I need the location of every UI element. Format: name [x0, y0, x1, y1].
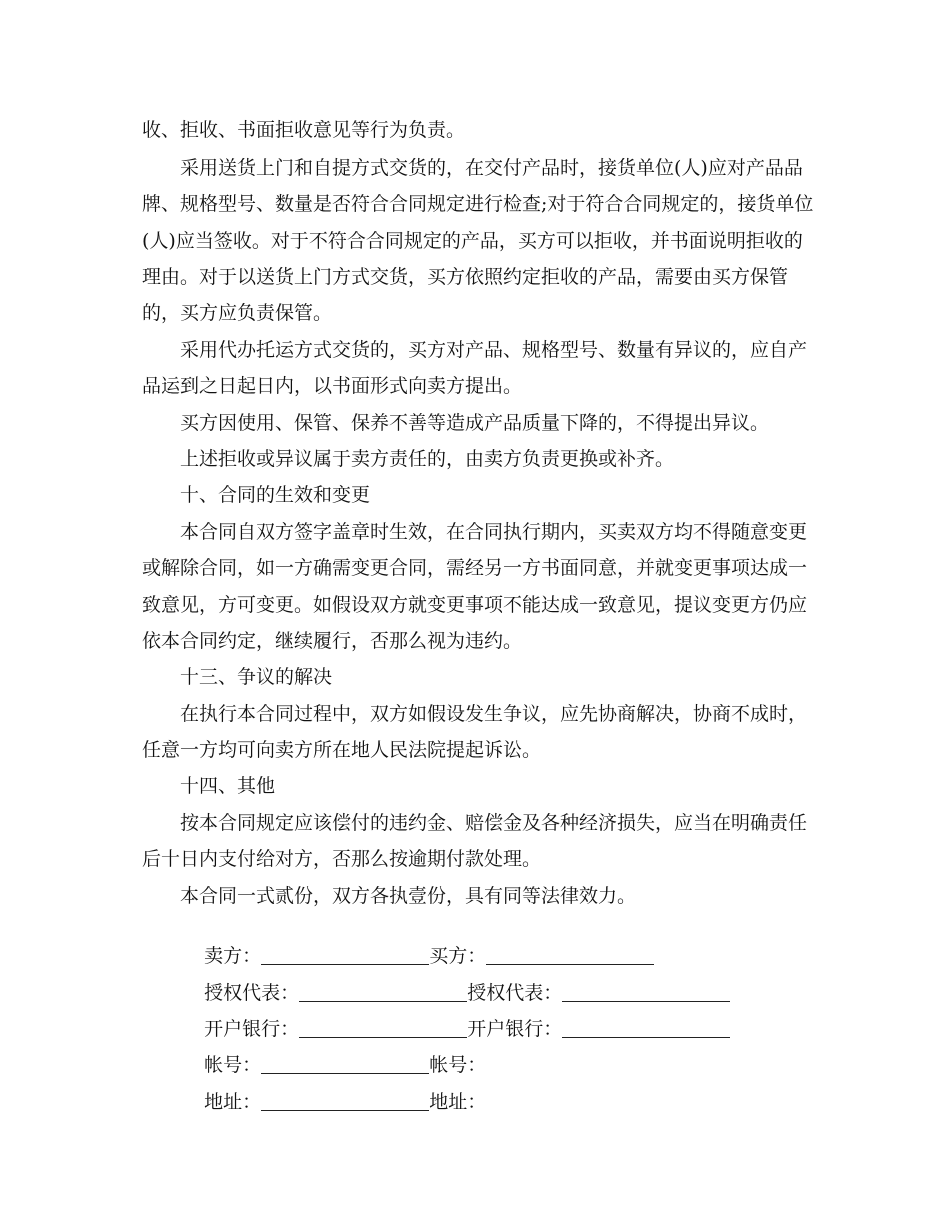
buyer-rep-label: 授权代表： [467, 982, 563, 1004]
paragraph-line: 任意一方均可向卖方所在地人民法院提起诉讼。 [142, 739, 542, 761]
paragraph-line: 或解除合同，如一方确需变更合同，需经另一方书面同意，并就变更事项达成一 [142, 557, 808, 579]
paragraph-line: 本合同自双方签字盖章时生效，在合同执行期内，买卖双方均不得随意变更 [180, 521, 808, 543]
buyer-bank-blank[interactable] [562, 1017, 730, 1038]
paragraph-line: 按本合同规定应该偿付的违约金、赔偿金及各种经济损失，应当在明确责任 [180, 812, 808, 834]
buyer-account-label: 帐号： [429, 1054, 487, 1076]
section-heading: 十四、其他 [180, 775, 276, 797]
signature-row-address [180, 1066, 487, 1113]
paragraph-line: 致意见，方可变更。如假设双方就变更事项不能达成一致意见，提议变更方仍应 [142, 594, 808, 616]
seller-address-label: 地址： [204, 1091, 262, 1113]
buyer-address-label: 地址： [429, 1091, 487, 1113]
paragraph-line: 的，买方应负责保管。 [142, 302, 333, 324]
paragraph-line: 品运到之日起日内，以书面形式向卖方提出。 [142, 375, 523, 397]
paragraph-line: 依本合同约定，继续履行，否那么视为违约。 [142, 630, 523, 652]
paragraph-line: 采用送货上门和自提方式交货的，在交付产品时，接货单位(人)应对产品品 [180, 157, 803, 179]
seller-account-label: 帐号： [204, 1054, 262, 1076]
paragraph-line: (人)应当签收。对于不符合合同规定的产品，买方可以拒收，并书面说明拒收的 [142, 230, 803, 252]
paragraph-line: 本合同一式贰份，双方各执壹份，具有同等法律效力。 [180, 885, 637, 907]
paragraph-line: 上述拒收或异议属于卖方责任的，由卖方负责更换或补齐。 [180, 448, 675, 470]
seller-rep-label: 授权代表： [204, 982, 300, 1004]
seller-address-blank[interactable] [261, 1090, 429, 1111]
paragraph-line: 买方因使用、保管、保养不善等造成产品质量下降的，不得提出异议。 [180, 412, 770, 434]
section-heading: 十、合同的生效和变更 [180, 484, 371, 506]
buyer-label: 买方： [429, 945, 487, 967]
paragraph-line: 后十日内支付给对方，否那么按逾期付款处理。 [142, 848, 542, 870]
section-heading: 十三、争议的解决 [180, 666, 333, 688]
signature-row-bank [180, 993, 730, 1040]
paragraph-line: 采用代办托运方式交货的，买方对产品、规格型号、数量有异议的，应自产 [180, 339, 808, 361]
signature-row-representative [180, 957, 730, 1004]
paragraph-line: 收、拒收、书面拒收意见等行为负责。 [142, 119, 466, 141]
signature-row-parties [180, 920, 654, 967]
paragraph-line: 在执行本合同过程中，双方如假设发生争议，应先协商解决，协商不成时， [180, 703, 808, 725]
buyer-bank-label: 开户银行： [467, 1018, 563, 1040]
paragraph-line: 理由。对于以送货上门方式交货，买方依照约定拒收的产品，需要由买方保管 [142, 266, 789, 288]
seller-label: 卖方： [204, 945, 262, 967]
seller-bank-label: 开户银行： [204, 1018, 300, 1040]
paragraph-line: 牌、规格型号、数量是否符合合同规定进行检查;对于符合合同规定的，接货单位 [142, 193, 814, 215]
signature-row-account [180, 1029, 487, 1076]
